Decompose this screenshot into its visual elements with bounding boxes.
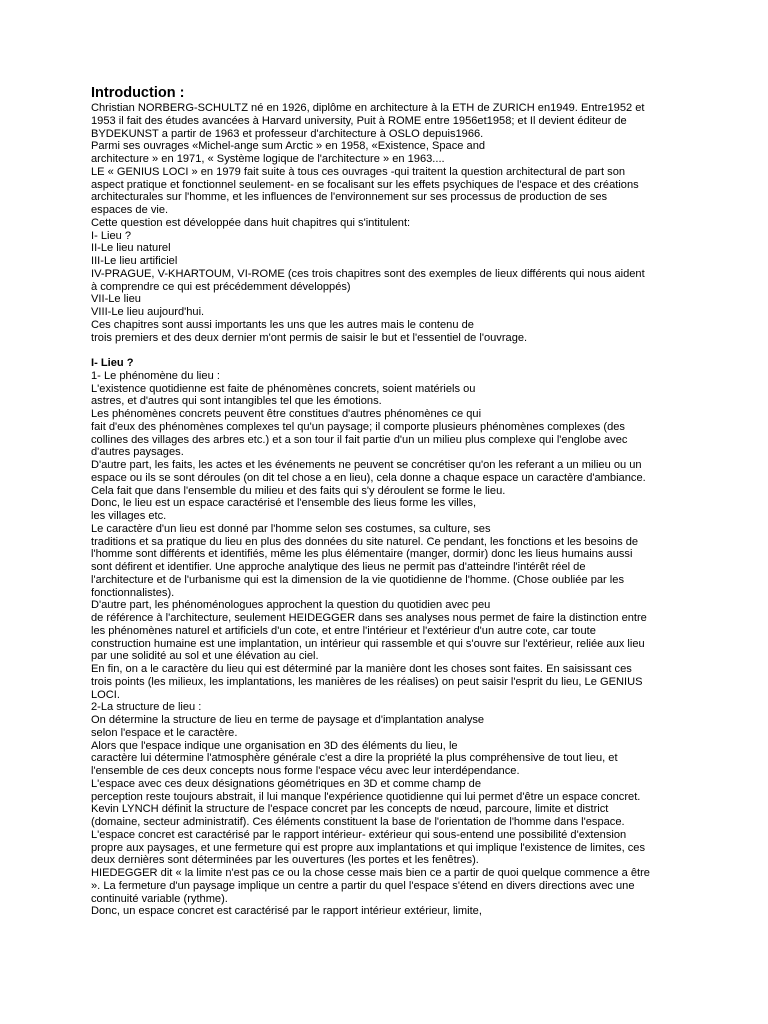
text-line: à comprendre ce qui est précédemment développés) [91,280,351,293]
text-line: les villages etc. [91,510,167,522]
text-line: Les phénomènes concrets peuvent être constitues d'autres phénomènes ce qui [91,408,482,420]
text-line: BYDEKUNST a partir de 1963 et professeur d'architecture à OSLO depuis1966. [91,127,484,140]
text-line: de référence à l'architecture, seulement HEIDEGGER dans ses analyses nous permet de faire la distinction entre [91,612,647,624]
text-line: propre aux paysages, et une fermeture qui est propre aux implantations et qui implique l'existence de limites, ces [91,841,646,854]
text-line: architecture » en 1971, « Système logique de l'architecture » en 1963.... [91,153,445,165]
text-line: espace ou ils se sont déroules (on dit tel chose a en lieu), cela donne a chaque espace un caractère d'ambiance. [91,471,646,484]
text-line: (domaine, secteur administratif). Ces éléments constituent la base de l'orientation de l'homme dans l'espace. [91,816,625,828]
text-line: aspect pratique et fonctionnel seulement- en se focalisant sur les effets psychiques de l'espace et des créations [91,178,639,191]
text-line: LE « GENIUS LOCI » en 1979 fait suite à tous ces ouvrages -qui traitent la question architectural de part son [91,165,626,178]
text-line: construction humaine est une implantation, un intérieur qui rassemble et qui s'ouvre sur l'extérieur, reliée aux lieu [91,637,645,650]
text-line: En fin, on a le caractère du lieu qui est déterminé par la manière dont les choses sont faites. En saisissant ces [91,663,632,675]
text-line: par une solidité au sol et une élévation au ciel. [91,650,319,663]
text-line: selon l'espace et le caractère. [91,726,238,739]
text-line: IV-PRAGUE, V-KHARTOUM, VI-ROME (ces trois chapitres sont des exemples de lieux différents qui nous aident [91,267,645,280]
text-line: D'autre part, les faits, les actes et les événements ne peuvent se concrétiser qu'on les referant a un milieu ou un [91,459,642,471]
text-line: astres, et d'autres qui sont intangibles tel que les émotions. [91,395,382,408]
text-line: II-Le lieu naturel [91,242,171,255]
text-line: Le caractère d'un lieu est donné par l'homme selon ses costumes, sa culture, ses [91,522,491,535]
text-line: I- Lieu ? [91,229,132,242]
text-line: ». La fermeture d'un paysage implique un centre a partir du quel l'espace s'étend en divers directions avec une [91,879,635,892]
text-line: perception reste toujours abstrait, il lui manque l'expérience quotidienne qui lui permet d'être un espace concret. [91,790,641,803]
text-line: Cela fait que dans l'ensemble du milieu et des faits qui s'y déroulent se forme le lieu. [91,484,506,497]
text-line: les phénomènes naturel et artificiels d'un cote, et entre l'intérieur et l'extérieur d'un autre cote, car toute [91,624,596,637]
text-line: Ces chapitres sont aussi importants les uns que les autres mais le contenu de [91,318,474,331]
text-line: 2-La structure de lieu : [91,701,202,714]
text-line: Cette question est développée dans huit chapitres qui s'intitulent: [91,216,411,229]
text-line: LOCI. [91,688,120,701]
text-line: caractère lui détermine l'atmosphère générale c'est a dire la propriété la plus compréhensive de tout lieu, et [91,752,618,765]
text-line: Parmi ses ouvrages «Michel-ange sum Arctic » en 1958, «Existence, Space and [91,140,486,153]
intro-paragraphs [91,102,691,344]
text-line: Kevin LYNCH définit la structure de l'espace concret par les concepts de nœud, parcoure, limite et district [91,803,609,816]
text-line: continuité variable (rythme). [91,892,228,905]
text-line: On détermine la structure de lieu en terme de paysage et d'implantation analyse [91,714,485,726]
text-line: l'ensemble de ces deux concepts nous forme l'espace vécu avec leur interdépendance. [91,765,520,777]
text-line: L'espace concret est caractérisé par le rapport intérieur- extérieur qui sous-entend une possibilité d'extension [91,828,627,841]
blank-line [91,344,691,357]
section-heading: I- Lieu ? [91,357,134,369]
text-line: sont défirent et identifier. Une approche analytique des lieus ne permit pas d'atteindre l'intérêt réel de [91,561,586,573]
text-line: traditions et sa pratique du lieu en plus des données du site naturel. Ce pendant, les fonctions et les besoins de [91,535,639,548]
text-line: espaces de vie. [91,204,169,216]
text-line: Donc, un espace concret est caractérisé par le rapport intérieur extérieur, limite, [91,905,482,918]
text-line: VII-Le lieu [91,293,141,306]
document-page [91,84,691,918]
text-line: 1- Le phénomène du lieu : [91,369,220,382]
text-line: collines des villages des arbres etc.) et a son tour il fait partie d'un un milieu plus complexe qui l'englobe avec [91,433,628,446]
document-title: Introduction : [91,85,185,101]
text-line: VIII-Le lieu aujourd'hui. [91,306,205,318]
text-line: d'autres paysages. [91,446,184,459]
text-line: Donc, le lieu est un espace caractérisé et l'ensemble des lieus forme les villes, [91,497,477,510]
text-line: L'existence quotidienne est faite de phénomènes concrets, soient matériels ou [91,382,476,395]
text-line: trois points (les milieux, les implantations, les manières de les réalises) on peut saisir l'esprit du lieu, Le GENIUS [91,675,643,688]
text-line: HIEDEGGER dit « la limite n'est pas ce ou la chose cesse mais bien ce a partir de quoi quelque commence a être [91,867,650,879]
text-line: l'homme sont différents et identifiés, même les plus élémentaire (manger, dormir) donc les lieus humains aussi [91,548,633,561]
text-line: l'architecture et de l'urbanisme qui est la dimension de la vie quotidienne de l'homme. (Chose oubliée par les [91,573,624,586]
text-line: trois premiers et des deux dernier m'ont permis de saisir le but et l'essentiel de l'ouvrage. [91,331,528,344]
text-line: 1953 il fait des études avancées à Harvard university, Puit à ROME entre 1956et1958; et Il devient éditeur de [91,114,627,127]
text-line: Alors que l'espace indique une organisation en 3D des éléments du lieu, le [91,739,458,752]
text-line: III-Le lieu artificiel [91,255,178,267]
text-line: deux dernières sont déterminées par les ouvertures (les portes et les fenêtres). [91,854,479,867]
text-line: L'espace avec ces deux désignations géométriques en 3D et comme champ de [91,777,482,790]
text-line: D'autre part, les phénoménologues approchent la question du quotidien avec peu [91,599,491,612]
text-line: fait d'eux des phénomènes complexes tel qu'un paysage; il comporte plusieurs phénomènes complexes (des [91,420,625,433]
text-line: architecturales sur l'homme, et les influences de l'environnement sur ses processus de production de ses [91,191,608,204]
text-line: Christian NORBERG-SCHULTZ né en 1926, diplôme en architecture à la ETH de ZURICH en1949. Entre1952 et [91,102,645,114]
section-body [91,370,691,918]
text-line: fonctionnalistes). [91,586,175,599]
